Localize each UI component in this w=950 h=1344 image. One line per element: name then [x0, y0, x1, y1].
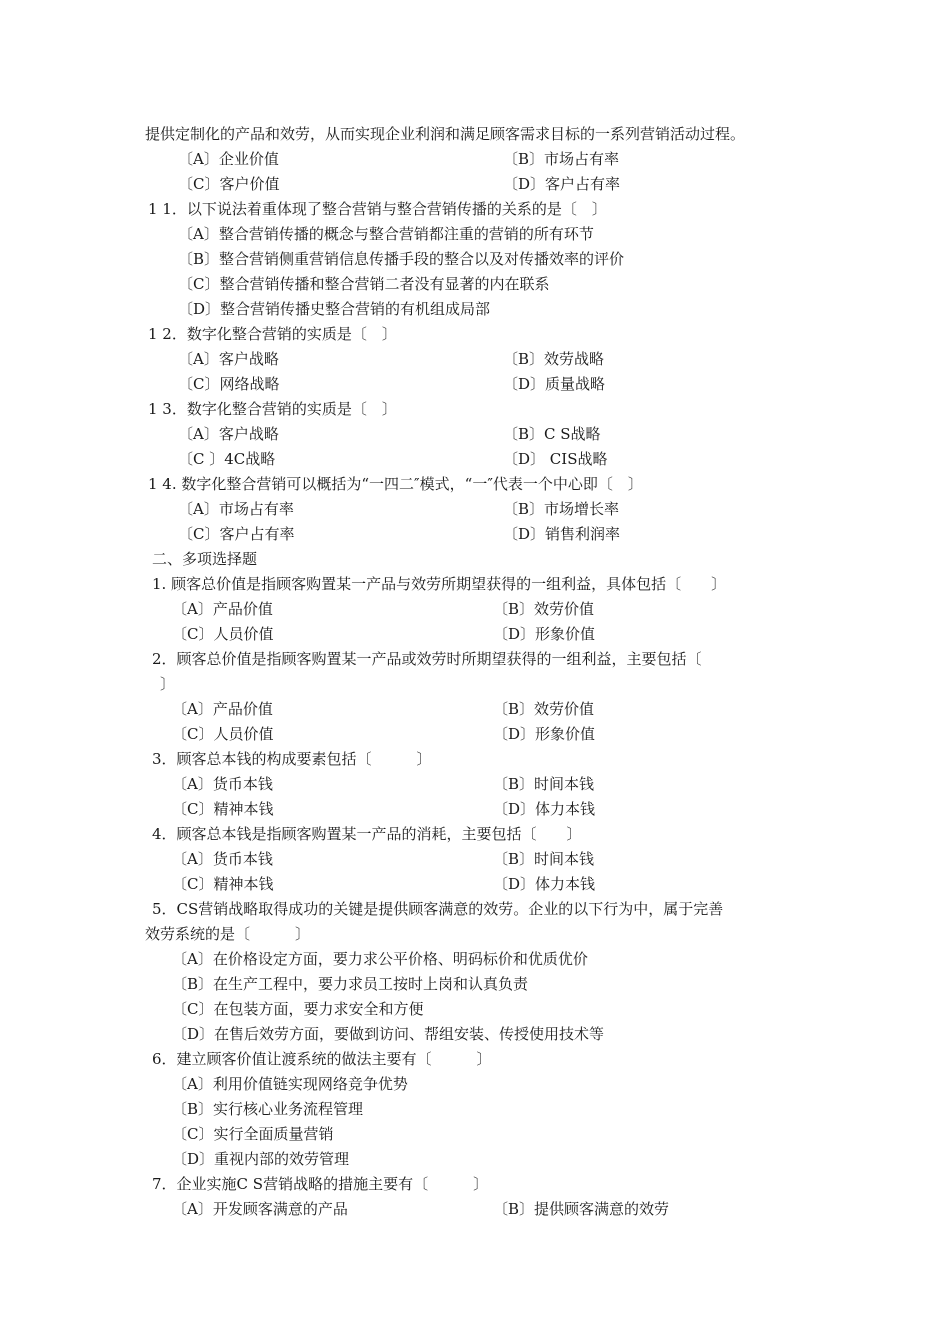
- text-line: [0, 747, 950, 772]
- line-text: 〔C〕客户价值: [178, 175, 280, 193]
- option-text: 〔D〕质量战略: [503, 375, 606, 393]
- text-line: [0, 1097, 950, 1122]
- line-text: 1 4. 数字化整合营销可以概括为“一四二″模式，“一″代表一个中心即〔 〕: [148, 475, 643, 493]
- option-text: 〔D〕销售利润率: [503, 525, 621, 543]
- text-line: [0, 222, 950, 247]
- line-text: 〔C〕整合营销传播和整合营销二者没有显著的内在联系: [178, 275, 550, 293]
- line-text: 〔A〕货币本钱: [172, 775, 273, 793]
- option-text: 〔B〕效劳战略: [503, 350, 605, 368]
- line-text: 〔A〕企业价值: [178, 150, 279, 168]
- option-text: 〔B〕时间本钱: [493, 775, 595, 793]
- text-line: [0, 122, 950, 147]
- line-text: 1. 顾客总价值是指顾客购置某一产品与效劳所期望获得的一组利益，具体包括〔 〕: [152, 575, 727, 593]
- option-text: 〔B〕效劳价值: [493, 600, 595, 618]
- text-line: [0, 572, 950, 597]
- line-text: 3．顾客总本钱的构成要素包括〔 〕: [152, 750, 432, 768]
- line-text: 〔C〕实行全面质量营销: [172, 1125, 334, 1143]
- line-text: 6．建立顾客价值让渡系统的做法主要有〔 〕: [152, 1050, 492, 1068]
- text-line: [0, 522, 950, 547]
- text-line: [0, 197, 950, 222]
- line-text: 1 1．以下说法着重体现了整合营销与整合营销传播的关系的是〔 〕: [148, 200, 607, 218]
- text-line: [0, 297, 950, 322]
- text-line: [0, 322, 950, 347]
- text-line: [0, 822, 950, 847]
- line-text: 〔A〕开发顾客满意的产品: [172, 1200, 348, 1218]
- text-line: [0, 372, 950, 397]
- line-text: 1 3．数字化整合营销的实质是〔 〕: [148, 400, 397, 418]
- text-line: [0, 447, 950, 472]
- text-line: [0, 897, 950, 922]
- option-text: 〔B〕提供顾客满意的效劳: [493, 1200, 670, 1218]
- line-text: 〔A〕货币本钱: [172, 850, 273, 868]
- line-text: 提供定制化的产品和效劳，从而实现企业利润和满足顾客需求目标的一系列营销活动过程。: [145, 125, 746, 143]
- text-line: [0, 1022, 950, 1047]
- text-line: [0, 697, 950, 722]
- text-line: [0, 997, 950, 1022]
- option-text: 〔B〕效劳价值: [493, 700, 595, 718]
- line-text: 效劳系统的是〔 〕: [145, 925, 311, 943]
- text-line: [0, 547, 950, 572]
- text-line: [0, 397, 950, 422]
- line-text: 〔C 〕4C战略: [178, 450, 276, 468]
- line-text: 〔C〕精神本钱: [172, 875, 274, 893]
- line-text: 〔A〕产品价值: [172, 600, 273, 618]
- line-text: 〔C〕人员价值: [172, 725, 274, 743]
- text-line: [0, 347, 950, 372]
- text-line: [0, 472, 950, 497]
- line-text: 〔D〕重视内部的效劳管理: [172, 1150, 350, 1168]
- text-line: [0, 972, 950, 997]
- text-line: [0, 672, 950, 697]
- line-text: 〔A〕客户战略: [178, 425, 279, 443]
- line-text: 〔B〕在生产工程中，要力求员工按时上岗和认真负责: [172, 975, 529, 993]
- option-text: 〔D〕体力本钱: [493, 800, 596, 818]
- option-text: 〔B〕时间本钱: [493, 850, 595, 868]
- text-line: [0, 597, 950, 622]
- line-text: 〔A〕产品价值: [172, 700, 273, 718]
- text-line: [0, 272, 950, 297]
- line-text: 〔C〕客户占有率: [178, 525, 295, 543]
- text-line: [0, 172, 950, 197]
- option-text: 〔D〕形象价值: [493, 625, 596, 643]
- text-line: [0, 422, 950, 447]
- text-line: [0, 872, 950, 897]
- line-text: 4．顾客总本钱是指顾客购置某一产品的消耗，主要包括〔 〕: [152, 825, 582, 843]
- text-line: [0, 1072, 950, 1097]
- text-line: [0, 1197, 950, 1222]
- line-text: 〔B〕实行核心业务流程管理: [172, 1100, 364, 1118]
- text-line: [0, 1047, 950, 1072]
- line-text: 〔A〕利用价值链实现网络竞争优势: [172, 1075, 408, 1093]
- document-page: [0, 122, 950, 1222]
- line-text: 7．企业实施C S营销战略的措施主要有〔 〕: [152, 1175, 489, 1193]
- text-line: [0, 1122, 950, 1147]
- line-text: 〔A〕客户战略: [178, 350, 279, 368]
- line-text: 〔C〕在包装方面，要力求安全和方便: [172, 1000, 424, 1018]
- line-text: 〔B〕整合营销侧重营销信息传播手段的整合以及对传播效率的评价: [178, 250, 625, 268]
- line-text: 〔C〕精神本钱: [172, 800, 274, 818]
- text-line: [0, 797, 950, 822]
- line-text: 二、多项选择题: [152, 550, 258, 568]
- text-line: [0, 497, 950, 522]
- option-text: 〔D〕客户占有率: [503, 175, 621, 193]
- text-line: [0, 947, 950, 972]
- text-line: [0, 147, 950, 172]
- line-text: 〔A〕市场占有率: [178, 500, 294, 518]
- text-line: [0, 722, 950, 747]
- option-text: 〔B〕C S战略: [503, 425, 601, 443]
- line-text: 2．顾客总价值是指顾客购置某一产品或效劳时所期望获得的一组利益，主要包括〔: [152, 650, 702, 668]
- line-text: 〔C〕网络战略: [178, 375, 280, 393]
- text-line: [0, 622, 950, 647]
- text-line: [0, 772, 950, 797]
- option-text: 〔B〕市场增长率: [503, 500, 620, 518]
- text-line: [0, 647, 950, 672]
- text-line: [0, 1172, 950, 1197]
- option-text: 〔D〕形象价值: [493, 725, 596, 743]
- text-line: [0, 922, 950, 947]
- option-text: 〔D〕体力本钱: [493, 875, 596, 893]
- text-line: [0, 847, 950, 872]
- line-text: 〔D〕在售后效劳方面，要做到访问、帮组安装、传授使用技术等: [172, 1025, 605, 1043]
- line-text: 〕: [160, 675, 176, 693]
- line-text: 〔A〕在价格设定方面，要力求公平价格、明码标价和优质优价: [172, 950, 588, 968]
- text-line: [0, 1147, 950, 1172]
- line-text: 5．CS营销战略取得成功的关键是提供顾客满意的效劳。企业的以下行为中，属于完善: [152, 900, 724, 918]
- line-text: 1 2．数字化整合营销的实质是〔 〕: [148, 325, 397, 343]
- line-text: 〔C〕人员价值: [172, 625, 274, 643]
- text-line: [0, 247, 950, 272]
- line-text: 〔A〕整合营销传播的概念与整合营销都注重的营销的所有环节: [178, 225, 594, 243]
- line-text: 〔D〕整合营销传播史整合营销的有机组成局部: [178, 300, 491, 318]
- option-text: 〔B〕市场占有率: [503, 150, 620, 168]
- option-text: 〔D〕 CIS战略: [503, 450, 608, 468]
